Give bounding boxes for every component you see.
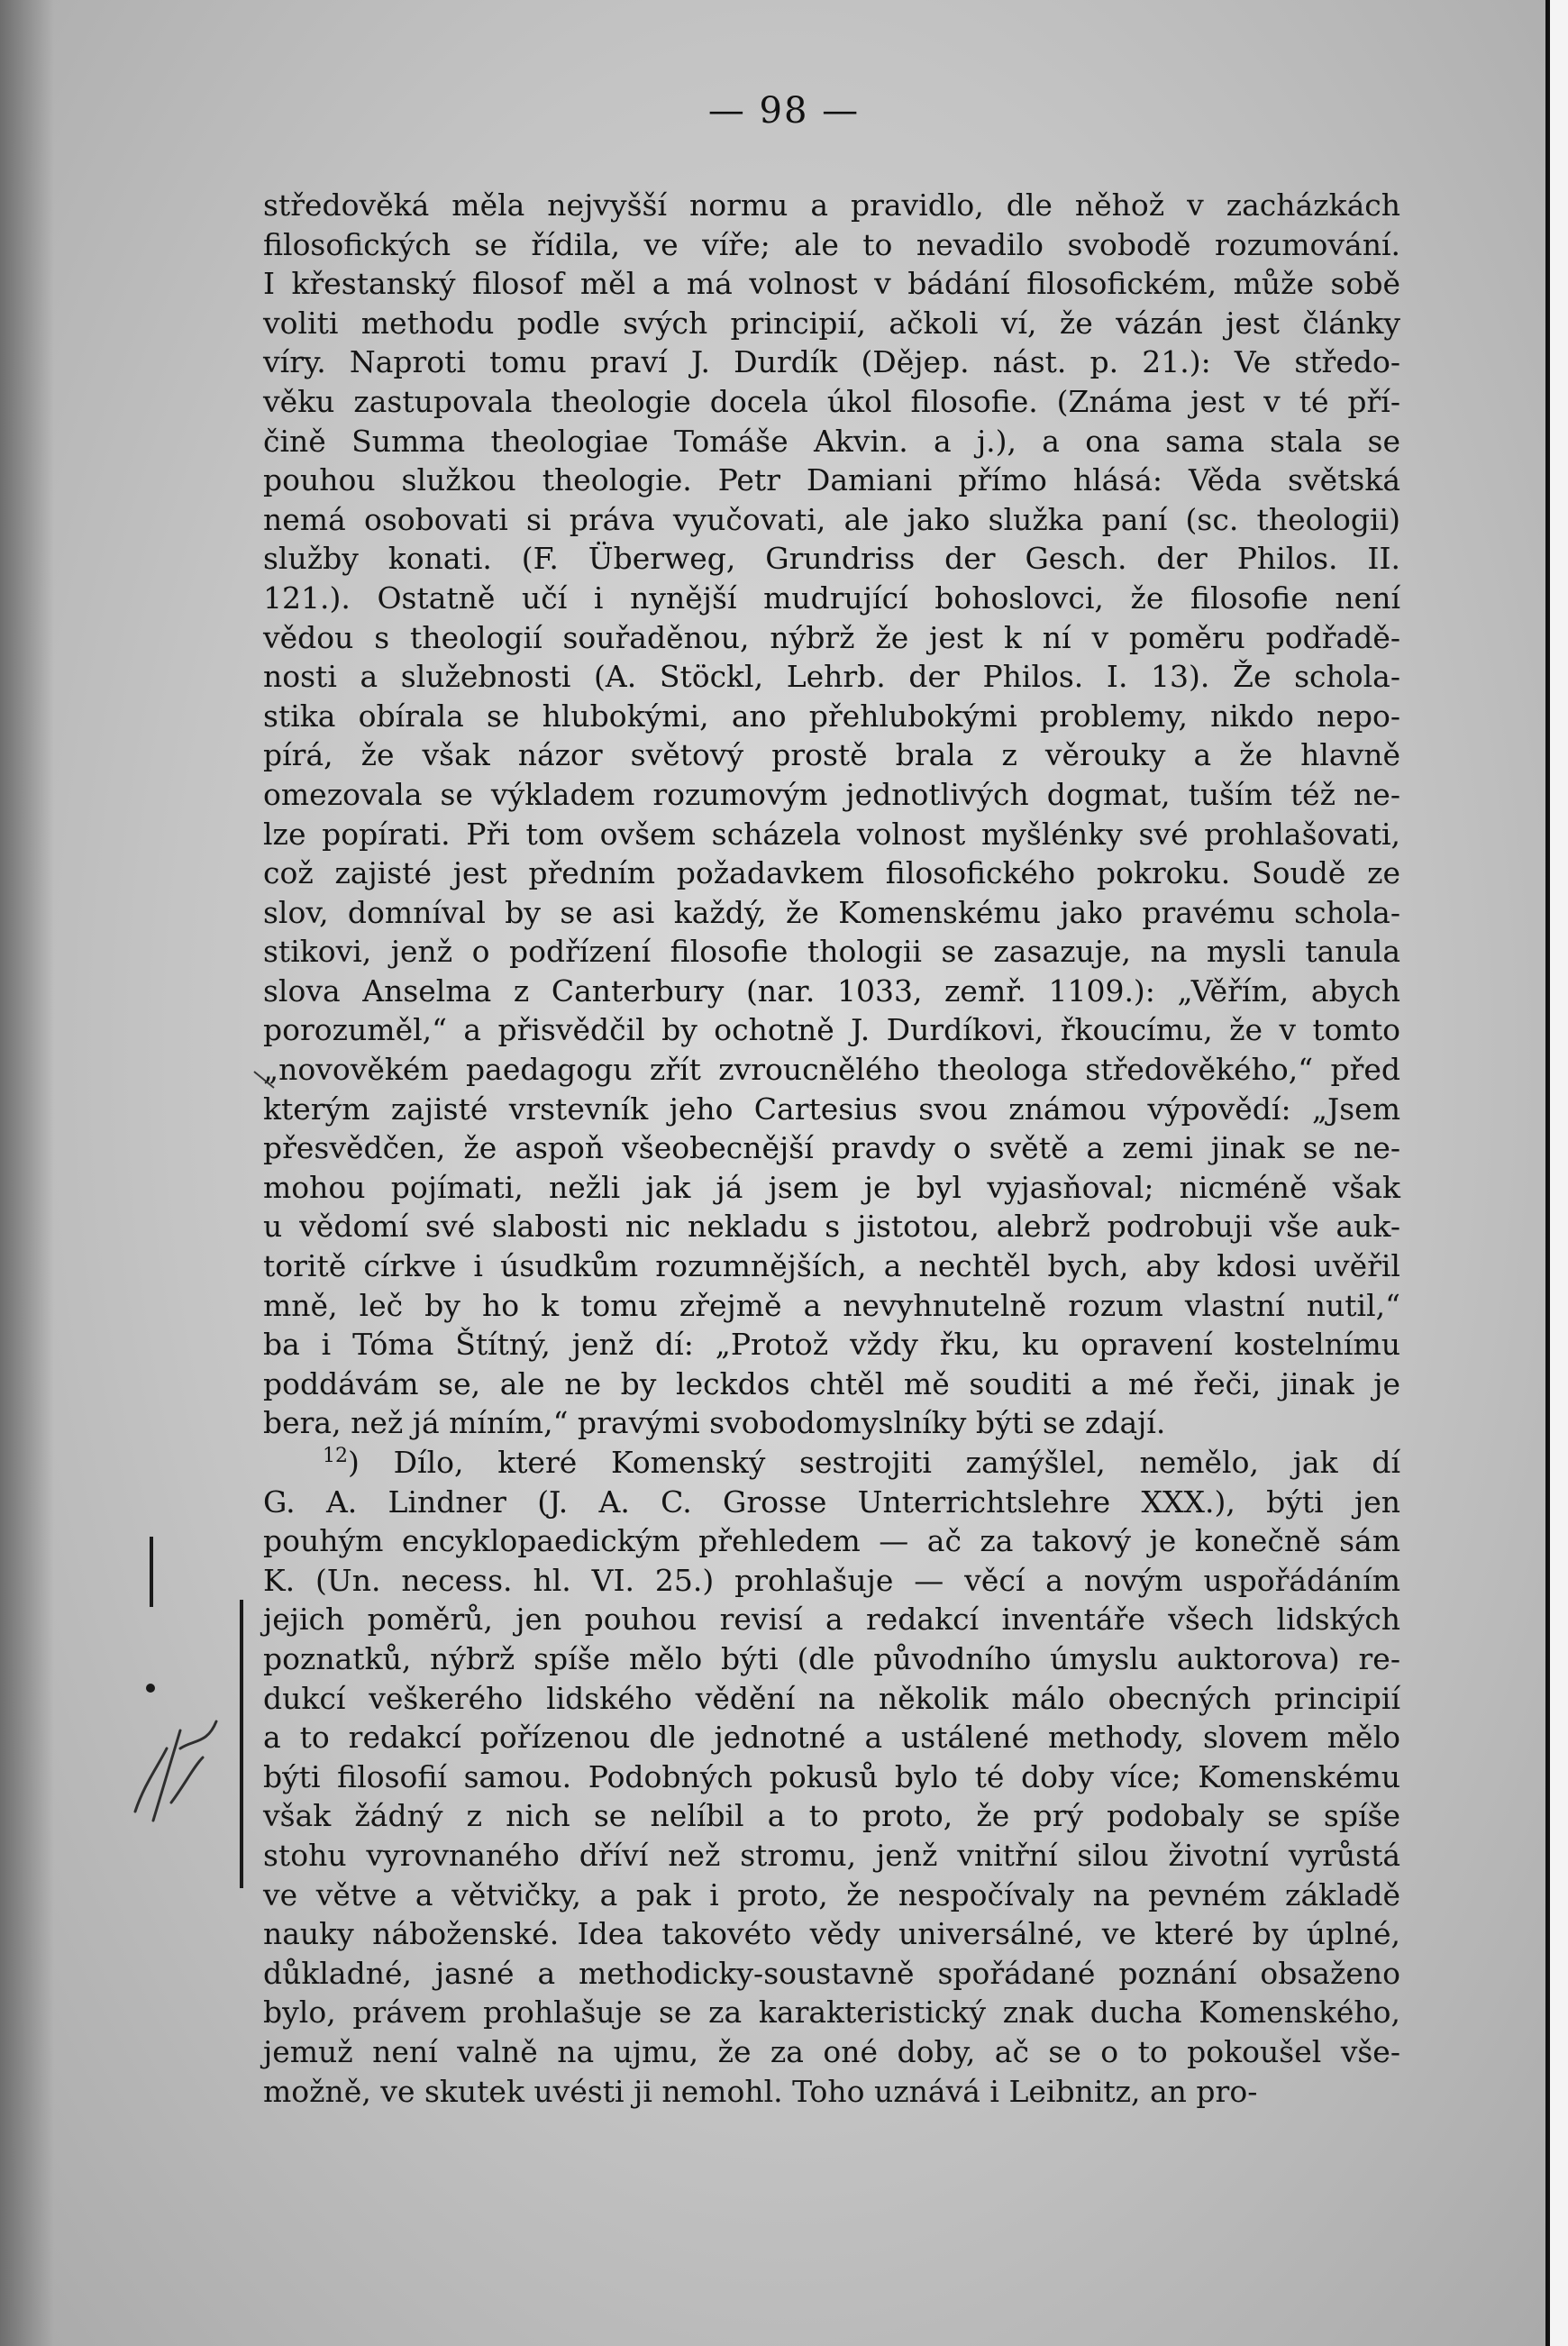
footnote-text-line: K. (Un. necess. hl. VI. 25.) prohlašuje — věcí a novým uspořádáním xyxy=(263,1562,1400,1598)
text-line: středověká měla nejvyšší normu a pravidlo, dle něhož v zacházkách xyxy=(263,187,1400,223)
text-line: čině Summa theologiae Tomáše Akvin. a j.), a ona sama stala se xyxy=(263,423,1400,459)
text-line: omezovala se výkladem rozumovým jednotlivých dogmat, tuším též ne- xyxy=(263,776,1400,812)
page-shadow-left xyxy=(0,0,54,2346)
text-line: vědou s theologií souřaděnou, nýbrž že jest k ní v poměru podřadě- xyxy=(263,619,1400,655)
text-line: kterým zajisté vrstevník jeho Cartesius svou známou výpovědí: „Jsem xyxy=(263,1091,1400,1127)
margin-dot xyxy=(146,1684,155,1693)
text-line: slov, domníval by se asi každý, že Komenskému jako pravému schola- xyxy=(263,894,1400,930)
footnote-text-line: poznatků, nýbrž spíše mělo býti (dle původního úmyslu auktorova) re- xyxy=(263,1640,1400,1676)
text-line: bera, než já míním,“ pravými svobodomyslníky býti se zdají. xyxy=(263,1405,1166,1441)
footnote-text-line: však žádný z nich se nelíbil a to proto, že prý podobaly se spíše xyxy=(263,1798,1400,1834)
footnote-text-line: pouhým encyklopaedickým přehledem — ač za takový je konečně sám xyxy=(263,1523,1400,1559)
footnote-number: 12 xyxy=(323,1445,348,1467)
footnote-text-line: možně, ve skutek uvésti ji nemohl. Toho uznává i Leibnitz, an pro- xyxy=(263,2073,1258,2109)
footnote-text-line: dukcí veškerého lidského vědění na několik málo obecných principií xyxy=(263,1680,1400,1716)
text-line: nemá osobovati si práva vyučovati, ale jako služka paní (sc. theologii) xyxy=(263,501,1400,537)
footnote-text-line: bylo, právem prohlašuje se za karakteristický znak ducha Komenského, xyxy=(263,1995,1400,2031)
body-text xyxy=(263,186,1400,2111)
page-edge-right xyxy=(1550,0,1568,2346)
margin-bar-left xyxy=(150,1537,153,1607)
text-line: slova Anselma z Canterbury (nar. 1033, zemř. 1109.): „Věřím, abych xyxy=(263,972,1400,1009)
text-line: voliti methodu podle svých principií, ačkoli ví, že vázán jest články xyxy=(263,305,1400,341)
text-line: mně, leč by ho k tomu zřejmě a nevyhnutelně rozum vlastní nutil,“ xyxy=(263,1287,1400,1323)
text-line: služby konati. (F. Überweg, Grundriss der Gesch. der Philos. II. xyxy=(263,541,1400,577)
text-line: porozuměl,“ a přisvědčil by ochotně J. Durdíkovi, řkoucímu, že v tomto xyxy=(263,1012,1400,1048)
footnote-text-line: nauky náboženské. Idea takovéto vědy universálné, ve které by úplné, xyxy=(263,1916,1400,1952)
text-line: u vědomí své slabosti nic nekladu s jistotou, alebrž podrobuji vše auk- xyxy=(263,1209,1400,1245)
footnote-text-line: jejich poměrů, jen pouhou revisí a redakcí inventáře všech lidských xyxy=(263,1602,1400,1638)
margin-tick-mark xyxy=(252,1068,278,1093)
footnote-text-line: býti filosofií samou. Podobných pokusů bylo té doby více; Komenskému xyxy=(263,1758,1400,1794)
footnote-first-line-text: ) Dílo, které Komenský sestrojiti zamýšlel, nemělo, jak dí xyxy=(348,1445,1400,1480)
text-line: stika obírala se hlubokými, ano přehlubokými problemy, nikdo nepo- xyxy=(263,698,1400,734)
footnote-text-line: stohu vyrovnaného dříví než stromu, jenž vnitřní silou životní vyrůstá xyxy=(263,1837,1400,1873)
text-line: poddávám se, ale ne by leckdos chtěl mě souditi a mé řeči, jinak je xyxy=(263,1365,1400,1401)
text-line: filosofických se řídila, ve víře; ale to nevadilo svobodě rozumování. xyxy=(263,226,1400,262)
text-line: 121.). Ostatně učí i nynější mudrující bohoslovci, že filosofie není xyxy=(263,580,1400,616)
text-line: I křestanský filosof měl a má volnost v bádání filosofickém, může sobě xyxy=(263,266,1400,302)
footnote-text-line: jemuž není valně na ujmu, že za oné doby, ač se o to pokoušel vše- xyxy=(263,2033,1400,2069)
text-line: přesvědčen, že aspoň všeobecnější pravdy o světě a zemi jinak se ne- xyxy=(263,1130,1400,1166)
text-line: pírá, že však názor světový prostě brala z věrouky a že hlavně xyxy=(263,737,1400,773)
text-line: „novověkém paedagogu zřít zvroucnělého theologa středověkého,“ před xyxy=(263,1052,1400,1088)
page-number: — 98 — xyxy=(707,90,861,132)
footnote-paragraph xyxy=(263,1483,1400,2112)
text-line: víry. Naproti tomu praví J. Durdík (Dějep. nást. p. 21.): Ve středo- xyxy=(263,344,1400,380)
text-line: lze popírati. Při tom ovšem scházela volnost myšlénky své prohlašovati, xyxy=(263,816,1400,852)
text-line: pouhou služkou theologie. Petr Damiani přímo hlásá: Věda světská xyxy=(263,462,1400,498)
main-paragraph xyxy=(263,186,1400,1443)
text-line: což zajisté jest předním požadavkem filosofického pokroku. Soudě ze xyxy=(263,855,1400,891)
footnote-text-line: a to redakcí pořízenou dle jednotné a ustálené methody, slovem mělo xyxy=(263,1720,1400,1756)
footnote-text-line: důkladné, jasné a methodicky-soustavně spořádané poznání obsaženo xyxy=(263,1955,1400,1991)
footnote-text-line: G. A. Lindner (J. A. C. Grosse Unterrichtslehre XXX.), býti jen xyxy=(263,1483,1400,1520)
footnote-first-line xyxy=(263,1443,1400,1483)
text-line: věku zastupovala theologie docela úkol filosofie. (Známa jest v té pří- xyxy=(263,383,1400,419)
text-line: nosti a služebnosti (A. Stöckl, Lehrb. der Philos. I. 13). Že schola- xyxy=(263,659,1400,695)
footnote-text-line: ve větve a větvičky, a pak i proto, že nespočívaly na pevném základě xyxy=(263,1876,1400,1912)
text-line: stikovi, jenž o podřízení filosofie thologii se zasazuje, na mysli tanula xyxy=(263,934,1400,970)
text-line: mohou pojímati, nežli jak já jsem je byl vyjasňoval; nicméně však xyxy=(263,1169,1400,1205)
margin-handwriting-scribble xyxy=(117,1694,234,1830)
text-line: ba i Tóma Štítný, jenž dí: „Protož vždy řku, ku opravení kostelnímu xyxy=(263,1327,1400,1363)
margin-bar-right xyxy=(240,1600,243,1888)
text-line: toritě církve i úsudkům rozumnějších, a nechtěl bych, aby kdosi uvěřil xyxy=(263,1248,1400,1284)
